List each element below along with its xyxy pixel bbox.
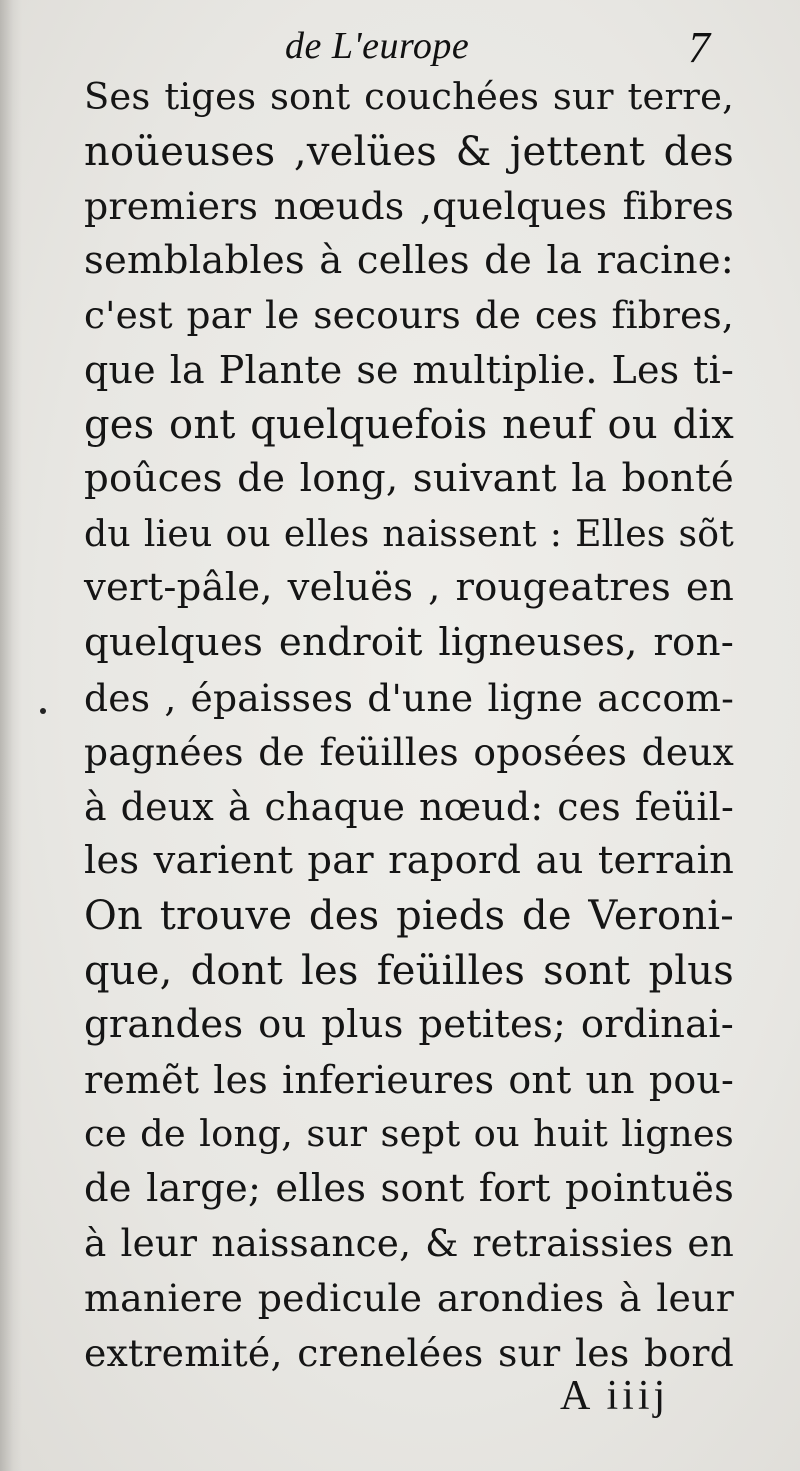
text-line: du lieu ou elles naissent : Elles sõt: [84, 511, 734, 555]
text-line: des , épaisses d'une ligne accom-: [84, 675, 734, 720]
text-line: premiers nœuds ,quelques fibres: [84, 184, 734, 229]
text-line: que, dont les feüilles sont plus: [84, 947, 734, 994]
text-line: que la Plante se multiplie. Les ti-: [84, 347, 734, 392]
text-line: Ses tiges sont couchées sur terre,: [84, 75, 734, 118]
text-line: de large; elles sont fort pointuës: [84, 1165, 734, 1211]
text-line: pagnées de feüilles oposées deux: [84, 730, 734, 775]
page-edge-shadow: [0, 0, 22, 1471]
text-line: c'est par le secours de ces fibres,: [84, 293, 734, 338]
page-number: 7: [688, 23, 710, 72]
text-line: ges ont quelquefois neuf ou dix: [84, 401, 734, 448]
text-line: poûces de long, suivant la bonté: [84, 456, 734, 502]
text-line: ce de long, sur sept ou huit lignes: [84, 1112, 734, 1156]
text-line: grandes ou plus petites; ordinai-: [84, 1002, 734, 1048]
text-line: maniere pedicule arondies à leur: [84, 1276, 734, 1321]
text-line: les varient par rapord au terrain: [84, 838, 734, 884]
text-line: vert-pâle, veluës , rougeatres en: [84, 565, 734, 611]
text-line: remẽt les inferieures ont un pou-: [84, 1057, 734, 1102]
text-line: à leur naissance, & retraissies en: [84, 1221, 734, 1266]
text-line: à deux à chaque nœud: ces feüil-: [84, 784, 734, 829]
body-text: [84, 70, 734, 1380]
running-head: de L'europe: [285, 25, 470, 67]
signature-mark: A iiij: [560, 1373, 670, 1419]
text-line: semblables à celles de la racine:: [84, 237, 734, 283]
text-line: extremité, crenelées sur les bord: [84, 1330, 734, 1375]
text-line: quelques endroit ligneuses, ron-: [84, 619, 734, 665]
text-line: noüeuses ,velües & jettent des: [84, 128, 734, 175]
text-line: On trouve des pieds de Veroni-: [84, 892, 734, 939]
margin-ink-dot: [40, 708, 46, 714]
